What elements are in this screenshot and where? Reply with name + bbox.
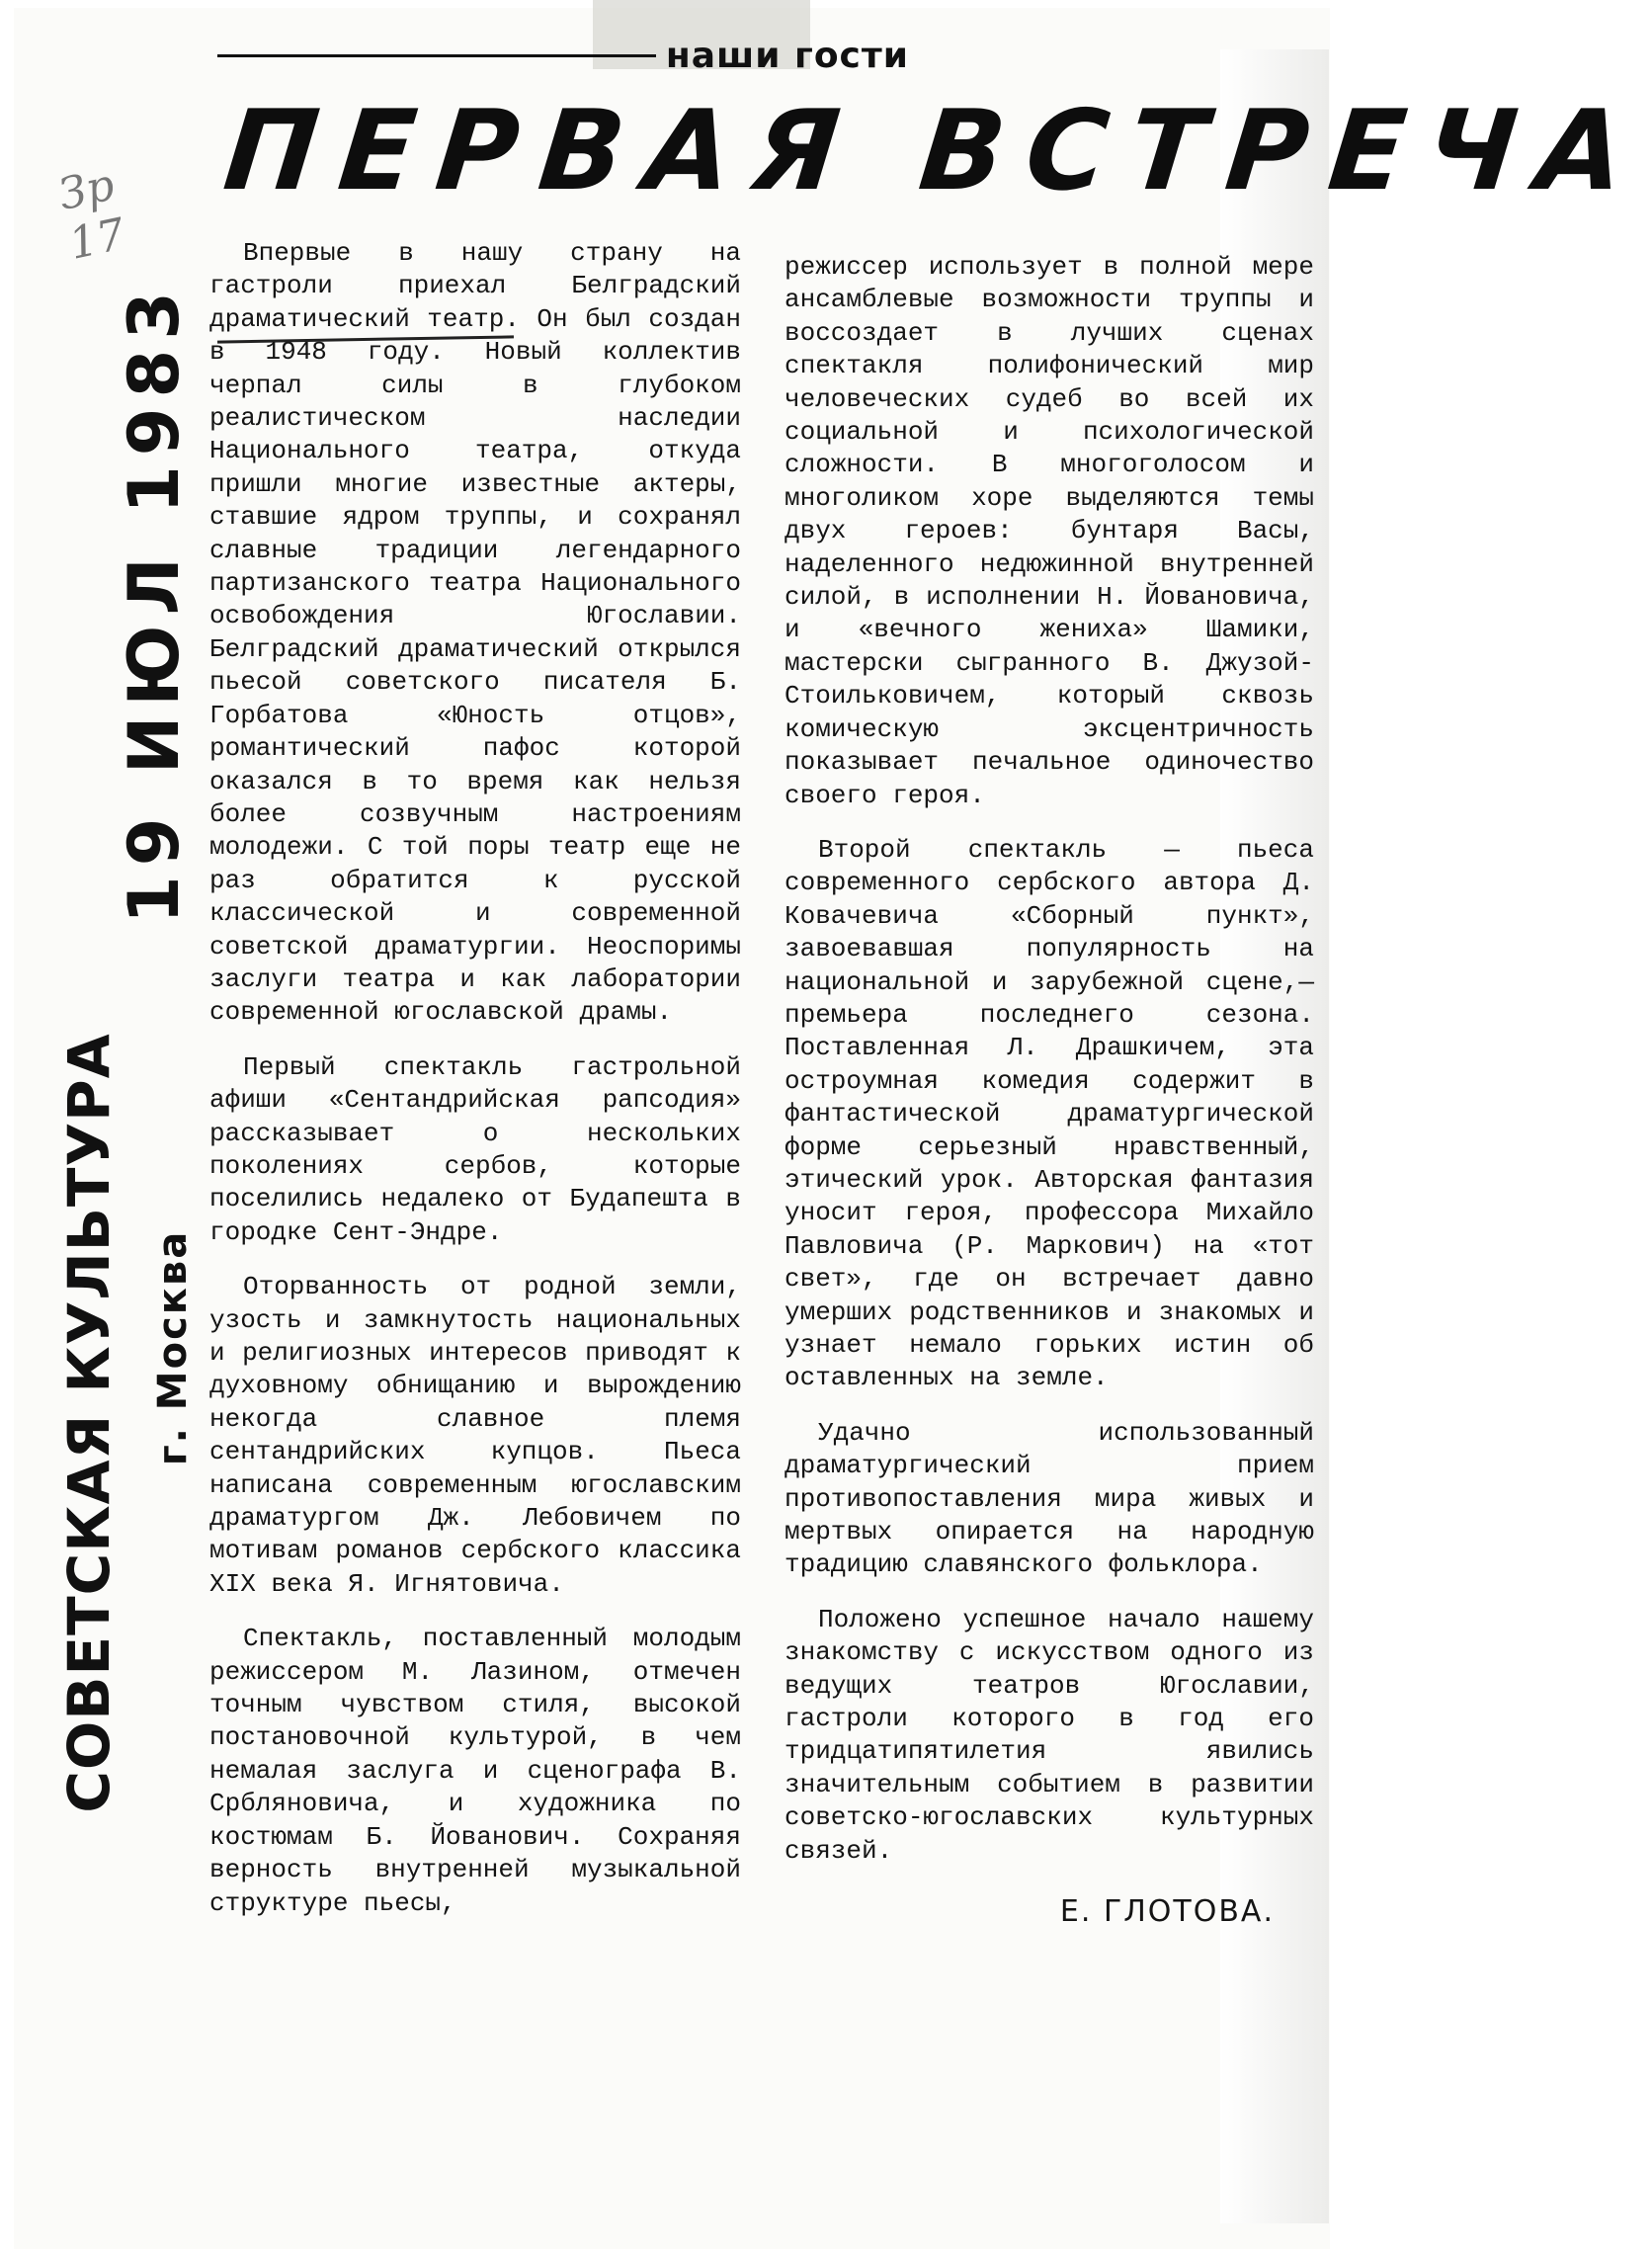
paragraph: Второй спектакль — пьеса современного сербского автора Д. Ковачевича «Сборный пункт», завоевавшая популярность на национальной и зарубежной сцене,— премьера последнего сезона. Поставленная Л. Драшкичем, эта остроумная комедия содержит в фантастической драматургической форме серьезный нравственный, этический урок. Авторская фантазия уносит героя, профессора Михайло Павловича (Р. Маркович) на «тот свет», где он встречает давно умерших родственников и знакомых и узнает немало горьких истин об оставленных на земле. [785, 834, 1314, 1393]
rubric [217, 28, 909, 83]
newspaper-name: СОВЕТСКАЯ КУЛЬТУРА [55, 1033, 124, 1813]
author-signature: Е. ГЛОТОВА. [1059, 1894, 1275, 1930]
article-column-1 [209, 237, 741, 2214]
rubric-label: наши гости [665, 35, 909, 76]
handwritten-note: Зр 17 [54, 159, 130, 270]
paragraph: режиссер использует в полной мере ансамблевые возможности труппы и воссоздает в лучших сценах спектакля полифонический мир человеческих судеб во всей их социальной и психологической сложности. В многоголосом и многоликом хоре выделяются темы двух героев: бунтаря Васы, наделенного недюжинной внутренней силой, в исполнении Н. Йовановича, и «вечного жениха» Шамики, мастерски сыгранного В. Джузой-Стоильковичем, который сквозь комическую эксцентричность показывает печальное одиночество своего героя. [785, 252, 1314, 810]
paragraph: Впервые в нашу страну на гастроли приехал Белградский драматический театр. Он был создан в 1948 году. Новый коллектив черпал силы в глубоком реалистическом наследии Национального театра, откуда пришли многие известные актеры, ставшие ядром труппы, и сохранял славные традиции легендарного партизанского театра Национального освобождения Югославии. Белградский драматический открылся пьесой советского писателя Б. Горбатова «Юность отцов», романтический пафос которой оказался в то время как нельзя более созвучным настроениям молодежи. С той поры театр еще не раз обратится к русской классической и современной советской драматургии. Неоспоримы заслуги театра и как лаборатории современной югославской драмы. [209, 238, 741, 1028]
date-stamp-text: 19 ИЮЛ 1983 [114, 282, 195, 924]
paragraph: Оторванность от родной земли, узость и замкнутость национальных и религиозных интересов приводят к духовному обнищанию и вырождению некогда славное племя сентандрийских купцов. Пьеса написана современным югославским драматургом Дж. Лебовичем по мотивам романов сербского классика XIX века Я. Игнятовича. [209, 1272, 741, 1599]
paragraph: Первый спектакль гастрольной афиши «Сентандрийская рапсодия» рассказывает о нескольких поколениях сербов, которые поселились недалеко от Будапешта в городке Сент-Эндре. [209, 1051, 741, 1247]
article-column-2 [785, 251, 1314, 2227]
headline: ПЕРВАЯ ВСТРЕЧА [218, 87, 1652, 215]
paragraph: Положено успешное начало нашему знакомству с искусством одного из ведущих театров Югославии, гастроли которого в год его тридцатипятилетия явились значительным событием в развитии советско-югославских культурных связей. [785, 1604, 1314, 1866]
newspaper-city: г. Москва [150, 1229, 196, 1466]
paragraph: Удачно использованный драматургический прием противопоставления мира живых и мертвых опирается на народную традицию славянского фольклора. [785, 1417, 1314, 1580]
rubric-rule [217, 54, 656, 57]
paragraph: Спектакль, поставленный молодым режиссером М. Лазином, отмечен точным чувством стиля, высокой постановочной культурой, в чем немалая заслуга и сценографа В. Србляновича, и художника по костюмам Б. Йованович. Сохраняя верность внутренней музыкальной структуре пьесы, [209, 1624, 741, 1918]
source-stamp [40, 1033, 217, 1813]
